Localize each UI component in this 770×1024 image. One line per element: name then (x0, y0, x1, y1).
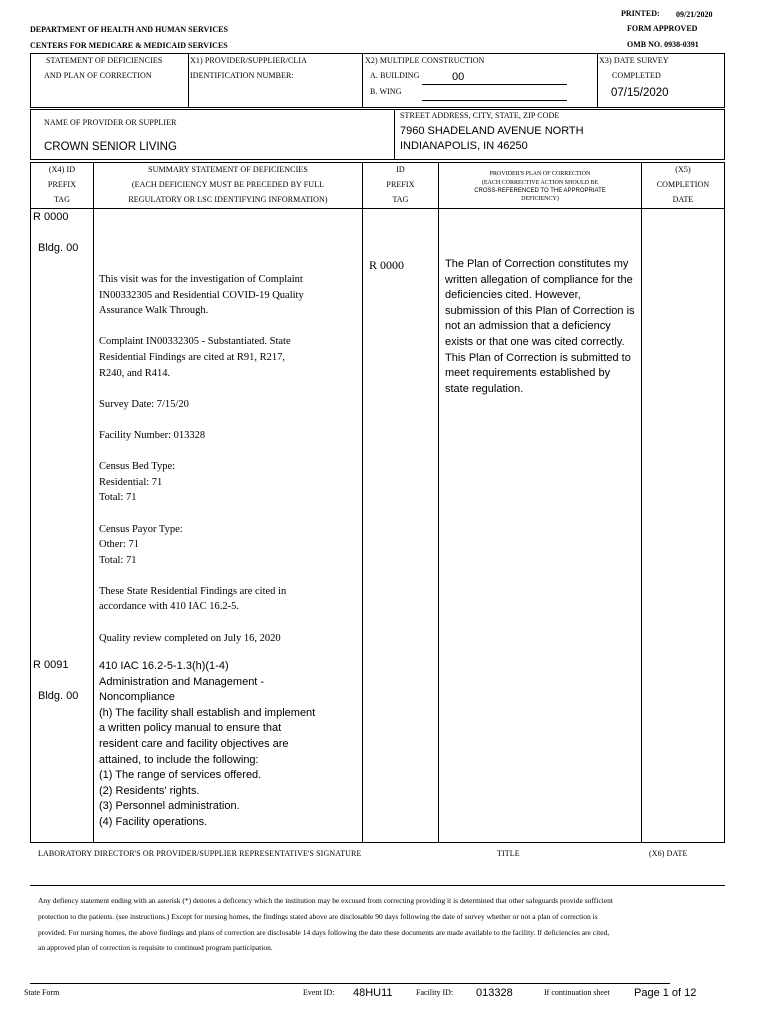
plan-header-line-4: DEFICIENCY) (521, 196, 559, 202)
r0091-summary: 410 IAC 16.2-5-1.3(h)(1-4) Administration and Management - Noncompliance (h) The facility shall establish and implement a written policy manual to ensure that resident care and facility objectives are attained, to include the following: (1) The range of services offered. (2) Residents' rights. (3) Personnel administration. (4) Facility operations. (99, 660, 316, 828)
address-label: STREET ADDRESS, CITY, STATE, ZIP CODE (400, 111, 560, 120)
date-survey-value: 07/15/2020 (611, 87, 669, 99)
event-id-value: 48HU11 (353, 987, 393, 999)
facility-id-value: 013328 (476, 987, 513, 999)
plan-header-line-1: PROVIDER'S PLAN OF CORRECTION (489, 171, 591, 177)
r0000-plan-tag: R 0000 (369, 258, 405, 272)
x5-header: (X5) (675, 165, 691, 174)
address-line-2: INDIANAPOLIS, IN 46250 (400, 140, 528, 152)
centers-title: CENTERS FOR MEDICARE & MEDICAID SERVICES (30, 41, 228, 50)
r0000-plan-text: The Plan of Correction constitutes my written allegation of compliance for the deficiencies cited. However, submission of this Plan of Correction is not an admission that a deficiency exists or that one was cited correctly. This Plan of Correction is submitted to meet requirements established by state regulation. (445, 258, 635, 395)
completed-label: COMPLETED (612, 71, 661, 80)
provider-id-label: X1) PROVIDER/SUPPLIER/CLIA (190, 56, 308, 65)
x4-tag-header: TAG (53, 195, 71, 204)
department-title: DEPARTMENT OF HEALTH AND HUMAN SERVICES (30, 25, 228, 34)
date-label: (X6) DATE (649, 849, 688, 858)
page-number: Page 1 of 12 (634, 987, 697, 999)
wing-label: B. WING (370, 87, 402, 96)
state-form-label: State Form (24, 988, 60, 997)
address-line-1: 7960 SHADELAND AVENUE NORTH (400, 125, 584, 137)
date-survey-label: X3) DATE SURVEY (599, 56, 669, 65)
completion-header: COMPLETION (656, 180, 710, 189)
form-approved: FORM APPROVED (627, 24, 698, 33)
event-id-label: Event ID: (303, 988, 335, 997)
r0000-summary: This visit was for the investigation of Complaint IN00332305 and Residential COVID-19 Quality Assurance Walk Through. Complaint IN00332305 - Substantiated. State Residential Findings are cited at R91, R217, R240, and R414. Survey Date: 7/15/20 Facility Number: 013328 Census Bed Type: Residential: 71 Total: 71 Census Payor Type: Other: 71 Total: 71 These State Residential Findings are cited in accordance with 410 IAC 16.2-5. Quality review completed on July 16, 2020 (99, 274, 304, 644)
x4-prefix-header: PREFIX (47, 180, 77, 189)
disclaimer-text: Any defiency statement ending with an asterisk (*) denotes a deficency which the institution may be excused from correcting providing it is determined that other safeguards provide sufficient protection to the patients. (see instructions.) Except for nursing homes, the findings stated above are disclosable 90 days following the date of survey whether or not a plan of correction is provided. For nursing homes, the above findings and plans of correction are disclosable 14 days following the date these documents are made available to the facility. If deficiencies are cited, an approved plan of correction is requisite to continued program participation. (38, 896, 613, 953)
signature-label: LABORATORY DIRECTOR'S OR PROVIDER/SUPPLIER REPRESENTATIVE'S SIGNATURE (38, 849, 362, 858)
title-label: TITLE (497, 849, 520, 858)
r0000-bldg: Bldg. 00 (38, 242, 79, 254)
building-label: A. BUILDING (370, 71, 420, 80)
id-header: ID (396, 165, 405, 174)
printed-label: PRINTED: (621, 9, 660, 18)
r0091-tag: R 0091 (33, 659, 69, 671)
statement-of-deficiencies-label: STATEMENT OF DEFICIENCIES (46, 56, 163, 65)
id-prefix-header: PREFIX (386, 180, 415, 189)
plan-header-line-2: (EACH CORRECTIVE ACTION SHOULD BE (481, 180, 599, 186)
printed-date: 09/21/2020 (676, 10, 713, 19)
summary-header-line-3: REGULATORY OR LSC IDENTIFYING INFORMATION) (128, 195, 328, 204)
omb-number: OMB NO. 0938-0391 (627, 40, 699, 49)
summary-header-line-2: (EACH DEFICIENCY MUST BE PRECEDED BY FULL (131, 180, 325, 189)
plan-of-correction-label: AND PLAN OF CORRECTION (44, 71, 152, 80)
summary-header-line-1: SUMMARY STATEMENT OF DEFICIENCIES (148, 165, 308, 174)
facility-id-label: Facility ID: (416, 988, 454, 997)
date-header: DATE (672, 195, 694, 204)
x4-id-header: (X4) ID (48, 165, 76, 174)
provider-name-label: NAME OF PROVIDER OR SUPPLIER (44, 118, 177, 127)
provider-name: CROWN SENIOR LIVING (44, 141, 177, 153)
continuation-sheet-label: If continuation sheet (544, 988, 610, 997)
plan-header-line-3: CROSS-REFERENCED TO THE APPROPRIATE (474, 188, 606, 194)
id-tag-header: TAG (392, 195, 409, 204)
r0091-bldg: Bldg. 00 (38, 690, 79, 702)
r0000-tag: R 0000 (33, 211, 69, 223)
building-value: 00 (452, 71, 465, 83)
identification-number-label: IDENTIFICATION NUMBER: (190, 71, 294, 80)
multiple-construction-label: X2) MULTIPLE CONSTRUCTION (365, 56, 485, 65)
